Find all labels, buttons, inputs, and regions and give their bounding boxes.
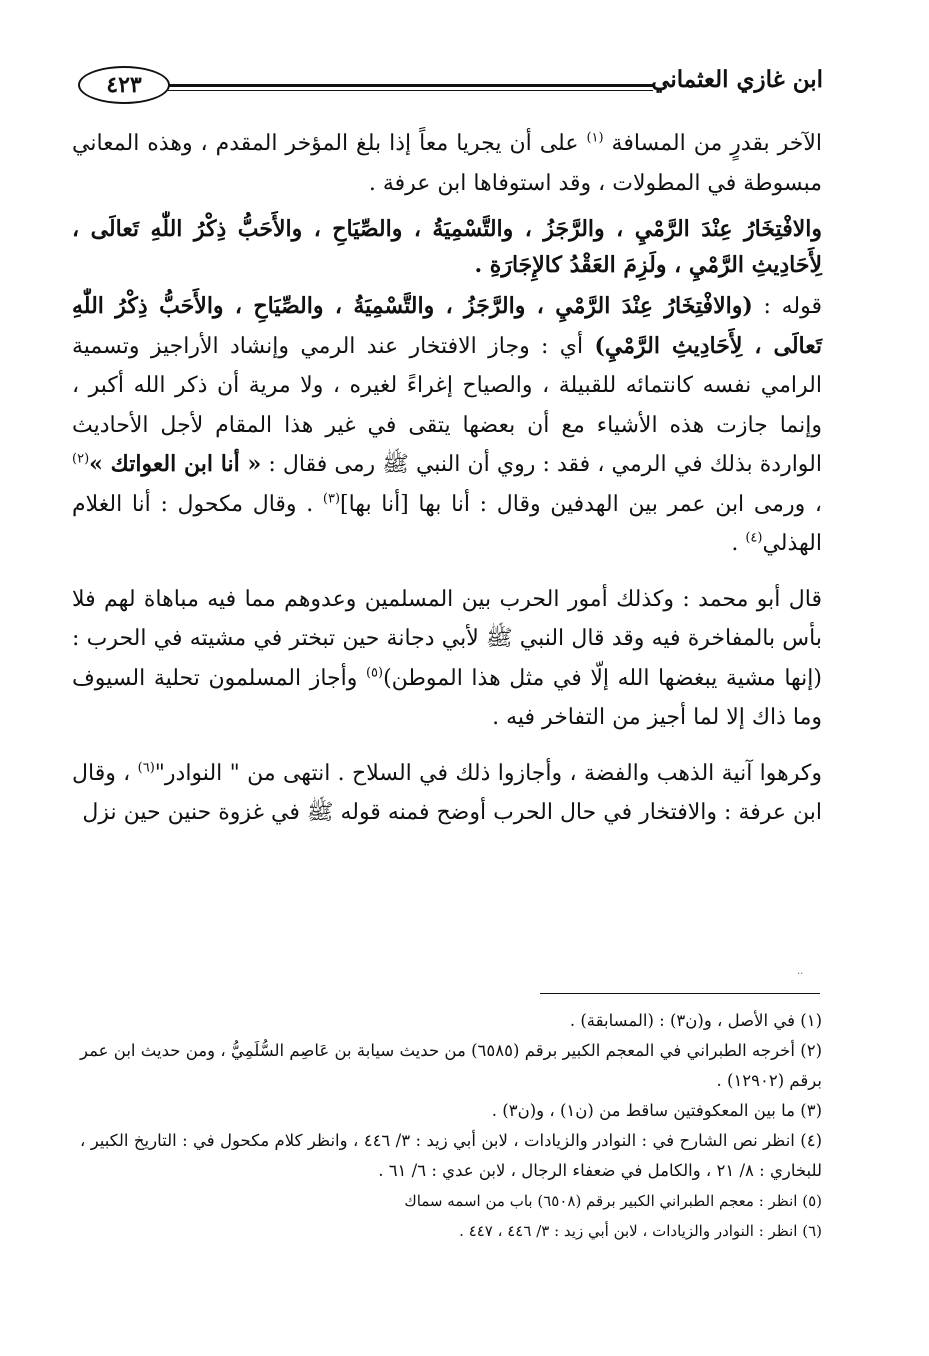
hadith-quote: « أنا ابن العواتك » (89, 451, 262, 477)
paragraph-4: وكرهوا آنية الذهب والفضة ، وأجازوا ذلك في السلاح . انتهى من " النوادر"$^{(٦)}$ ، وقال ابن عرفة : والافتخار في حال الحرب أوضح فمنه قوله ﷺ في غزوة حنين حين نزل (72, 760, 822, 825)
footnote-6: (٦) انظر : النوادر والزيادات ، لابن أبي زيد : ٣/ ٤٤٦ ، ٤٤٧ . (459, 1222, 822, 1240)
footnotes (80, 1006, 822, 1246)
page-header (78, 66, 823, 110)
matn-quote: (والافْتِخَارُ عِنْدَ الرَّمْيِ ، والرَّجَزُ ، والتَّسْمِيَةُ ، والصِّيَاحِ ، والأَحَبُّ ذِكْرُ اللّٰهِ تَعالَى ، لِأَحَادِيثِ الرَّمْيِ) (72, 293, 822, 359)
footnote-2: (٢) أخرجه الطبراني في المعجم الكبير برقم (٦٥٨٥) من حديث سيابة بن عَاصِم السُّلَمِيُّ ، ومن حديث ابن عمر برقم (١٢٩٠٢) . (80, 1041, 822, 1090)
header-rule (168, 84, 653, 87)
paragraph-1: الآخر بقدرٍ من المسافة $^{(١)}$ على أن يجريا معاً إذا بلغ المؤخر المقدم ، وهذه المعاني مبسوطة في المطولات ، وقد استوفاها ابن عرفة . (72, 130, 822, 196)
footnote-ref: (٦) (137, 760, 155, 776)
footnote-ref: (٣) (322, 491, 341, 507)
scan-mark: .. (797, 966, 804, 977)
footnote-4: (٤) انظر نص الشارح في : النوادر والزيادات ، لابن أبي زيد : ٣/ ٤٤٦ ، وانظر كلام مكحول في : التاريخ الكبير ، للبخاري : ٨/ ٢١ ، والكامل في ضعفاء الرجال ، لابن عدي : ٦/ ٦١ . (80, 1131, 822, 1180)
footnote-5: (٥) انظر : معجم الطبراني الكبير برقم (٦٥٠٨) باب من اسمه سماك (404, 1192, 822, 1210)
footnote-ref: (٤) (745, 530, 763, 546)
paragraph-2: قوله : (والافْتِخَارُ عِنْدَ الرَّمْيِ ، والرَّجَزُ ، والتَّسْمِيَةُ ، والصِّيَاحِ ، والأَحَبُّ ذِكْرُ اللّٰهِ تَعالَى ، لِأَحَادِيثِ الرَّمْيِ) أي : وجاز الافتخار عند الرمي وإنشاد الأراجيز وتسمية الرامي نفسه كانتمائه للقبيلة ، والصياح إغراءً لغيره ، ولا مرية أن ذكر الله أكبر ، وإنما جازت هذه الأشياء مع أن بعضها يتقى في غير هذا المقام لأجل الأحاديث الواردة بذلك في الرمي ، فقد : روي أن النبي ﷺ رمى فقال : « أنا ابن العواتك »$^{(٢)}$ ، ورمى ابن عمر بين الهدفين وقال : أنا بها [أنا بها]$^{(٣)}$ . وقال مكحول : أنا الغلام الهذلي$^{(٤)}$ . (72, 293, 822, 556)
footnote-1: (١) في الأصل ، و(ن٣) : (المسابقة) . (569, 1011, 822, 1030)
running-title: ابن غازي العثماني (651, 66, 823, 93)
header-rule-thin (168, 90, 653, 91)
footnote-ref: (١) (586, 130, 604, 146)
page-number: ٤٢٣ (78, 66, 170, 104)
footnote-ref: (٥) (365, 665, 384, 681)
footnote-3: (٣) ما بين المعكوفتين ساقط من (ن١) ، و(ن٣) . (491, 1101, 822, 1120)
footnote-ref: (٢) (72, 451, 90, 467)
paragraph-3: قال أبو محمد : وكذلك أمور الحرب بين المسلمين وعدوهم مما فيه مباهاة لهم فلا بأس بالمفاخرة فيه وقد قال النبي ﷺ لأبي دجانة حين تبختر في مشيته في الحرب : (إنها مشية يبغضها الله إلّا في مثل هذا الموطن)$^{(٥)}$ وأجاز المسلمون تحلية السيوف وما ذاك إلا لما أجيز من التفاخر فيه . (72, 586, 822, 730)
footnote-separator (540, 993, 820, 994)
main-text (72, 124, 822, 833)
matn-text: والافْتِخَارُ عِنْدَ الرَّمْيِ ، والرَّجَزُ ، والتَّسْمِيَةُ ، والصِّيَاحِ ، والأَحَبُّ ذِكْرُ اللّٰهِ تَعالَى ، لِأَحَادِيثِ الرَّمْيِ ، ولَزِمَ العَقْدُ كالإِجَارَةِ . (72, 216, 822, 278)
